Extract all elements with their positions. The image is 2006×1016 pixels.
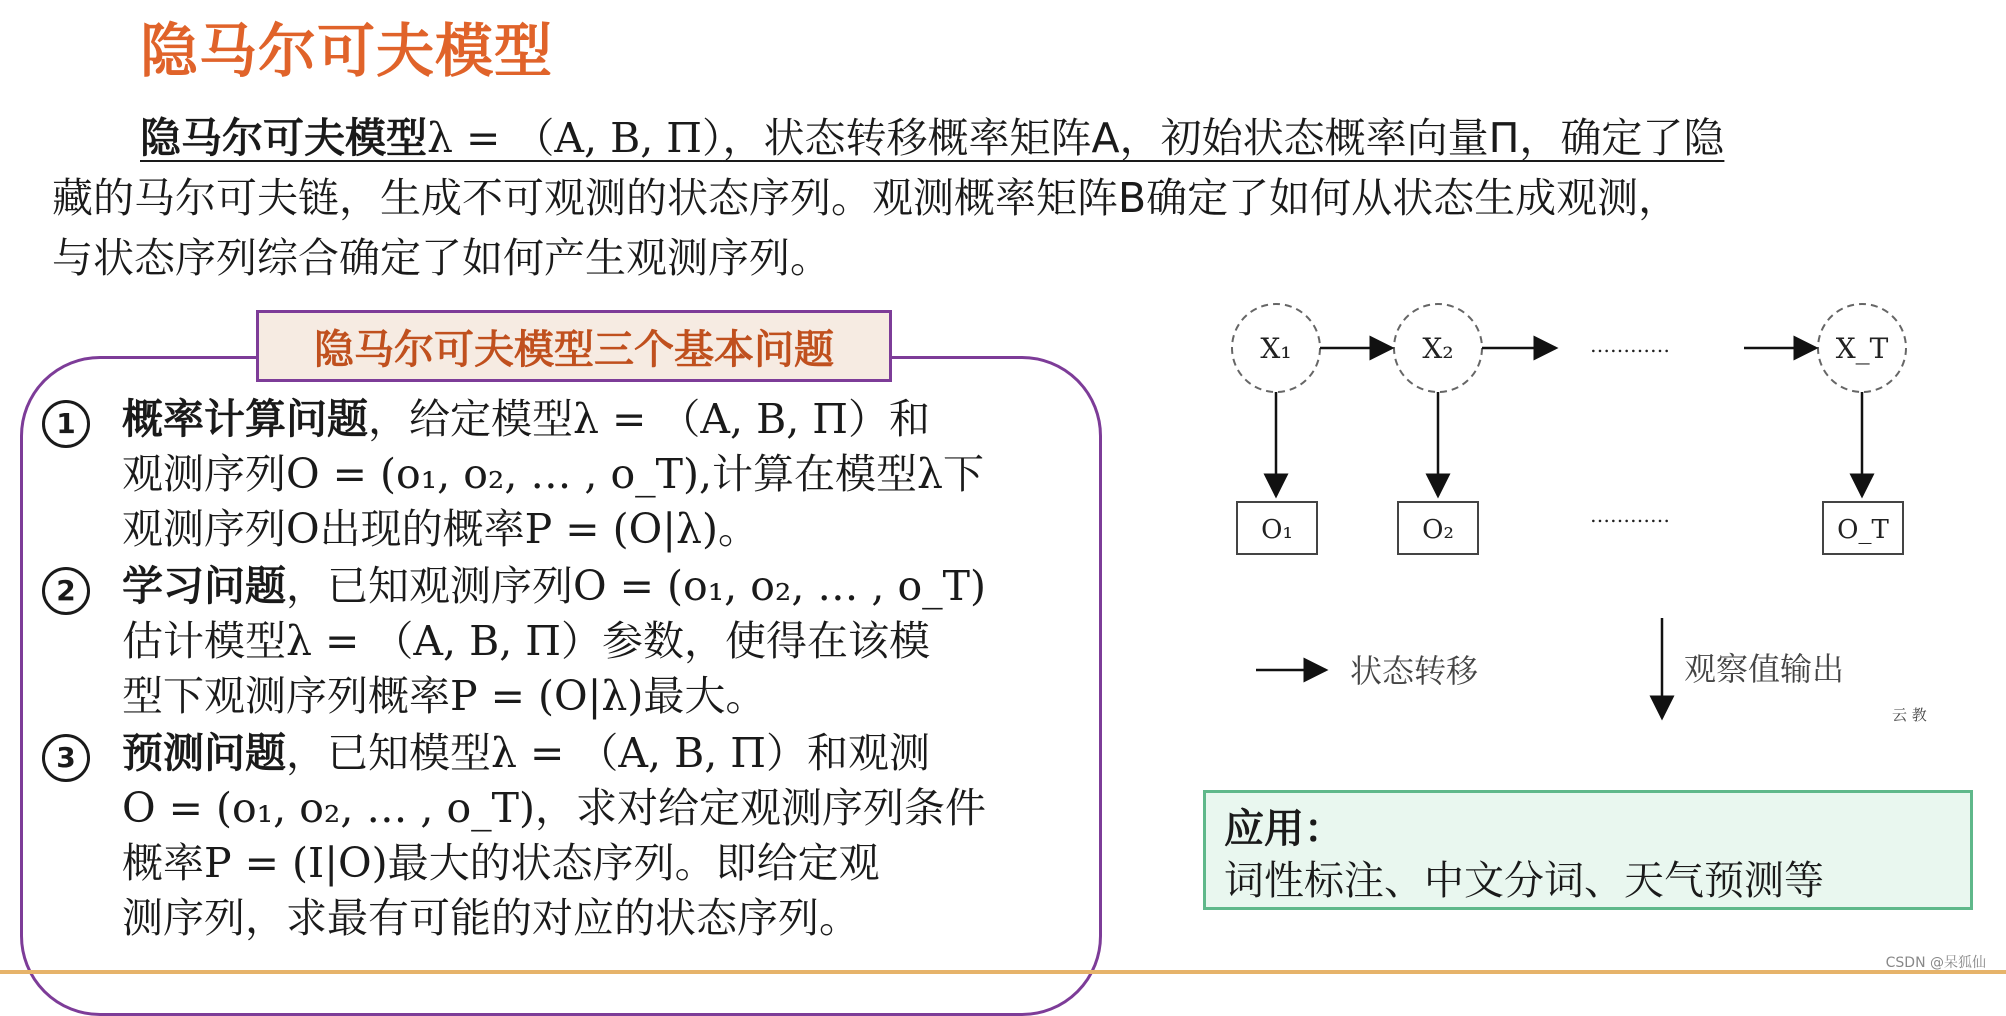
small-mark: 云 教 (1892, 706, 1927, 724)
hmm-diagram (1200, 300, 1990, 740)
problem-item (42, 726, 1082, 946)
intro-bold-term: 隐马尔可夫模型 (140, 114, 427, 162)
problem-line: 观测序列O出现的概率P = (O|λ)。 (122, 505, 760, 553)
state-label: X₂ (1422, 332, 1454, 365)
intro-line-3: 与状态序列综合确定了如何产生观测序列。 (52, 234, 831, 282)
problem-line: ，已知模型λ = （A, B, Π）和观测 (286, 729, 931, 777)
problem-line: ，已知观测序列O = (o₁, o₂, … , o_T) (286, 562, 987, 610)
footer-line (0, 970, 2006, 974)
problems-list (42, 392, 1082, 948)
problems-box-title: 隐马尔可夫模型三个基本问题 (256, 310, 892, 382)
intro-model-formula: λ = （A, B, Π） (427, 114, 723, 162)
problem-name: 概率计算问题 (122, 395, 368, 443)
application-box (1203, 790, 1973, 910)
intro-line1-rest: ，状态转移概率矩阵A，初始状态概率向量Π，确定了隐 (722, 114, 1725, 162)
intro-line-2: 藏的马尔可夫链，生成不可观测的状态序列。观测概率矩阵B确定了如何从状态生成观测， (52, 174, 1680, 222)
ellipsis-dots: ………… (1590, 333, 1670, 357)
intro-line-1 (52, 108, 1982, 168)
problem-line: O = (o₁, o₂, … , o_T)，求对给定观测序列条件 (122, 784, 987, 832)
ellipsis-dots: ………… (1590, 503, 1670, 527)
problem-item (42, 392, 1082, 557)
slide-title: 隐马尔可夫模型 (140, 17, 554, 85)
problem-line: 概率P = (I|O)最大的状态序列。即给定观 (122, 839, 880, 887)
problem-number-badge: 2 (42, 567, 90, 615)
legend-output-label: 观察值输出 (1684, 650, 1845, 688)
problem-name: 预测问题 (122, 729, 286, 777)
problem-line: 型下观测序列概率P = (O|λ)最大。 (122, 672, 767, 720)
observation-label: O₁ (1261, 515, 1293, 545)
problem-line: 观测序列O = (o₁, o₂, … , o_T),计算在模型λ下 (122, 450, 985, 498)
problem-line: 测序列，求最有可能的对应的状态序列。 (122, 894, 860, 942)
state-label: X_T (1835, 332, 1889, 365)
problem-name: 学习问题 (122, 562, 286, 610)
application-text: 词性标注、中文分词、天气预测等 (1224, 858, 1824, 904)
observation-label: O_T (1837, 515, 1889, 545)
watermark: CSDN @呆狐仙 (1885, 955, 1986, 971)
problem-line: ，给定模型λ = （A, B, Π）和 (368, 395, 931, 443)
problem-line: 估计模型λ = （A, B, Π）参数，使得在该模 (122, 617, 931, 665)
problem-number-badge: 3 (42, 734, 90, 782)
intro-paragraph (52, 108, 1982, 288)
observation-label: O₂ (1422, 515, 1454, 545)
legend-transition-label: 状态转移 (1350, 652, 1479, 690)
problem-item (42, 559, 1082, 724)
problem-number-badge: 1 (42, 400, 90, 448)
state-label: X₁ (1260, 332, 1292, 365)
application-label: 应用： (1224, 806, 1344, 852)
